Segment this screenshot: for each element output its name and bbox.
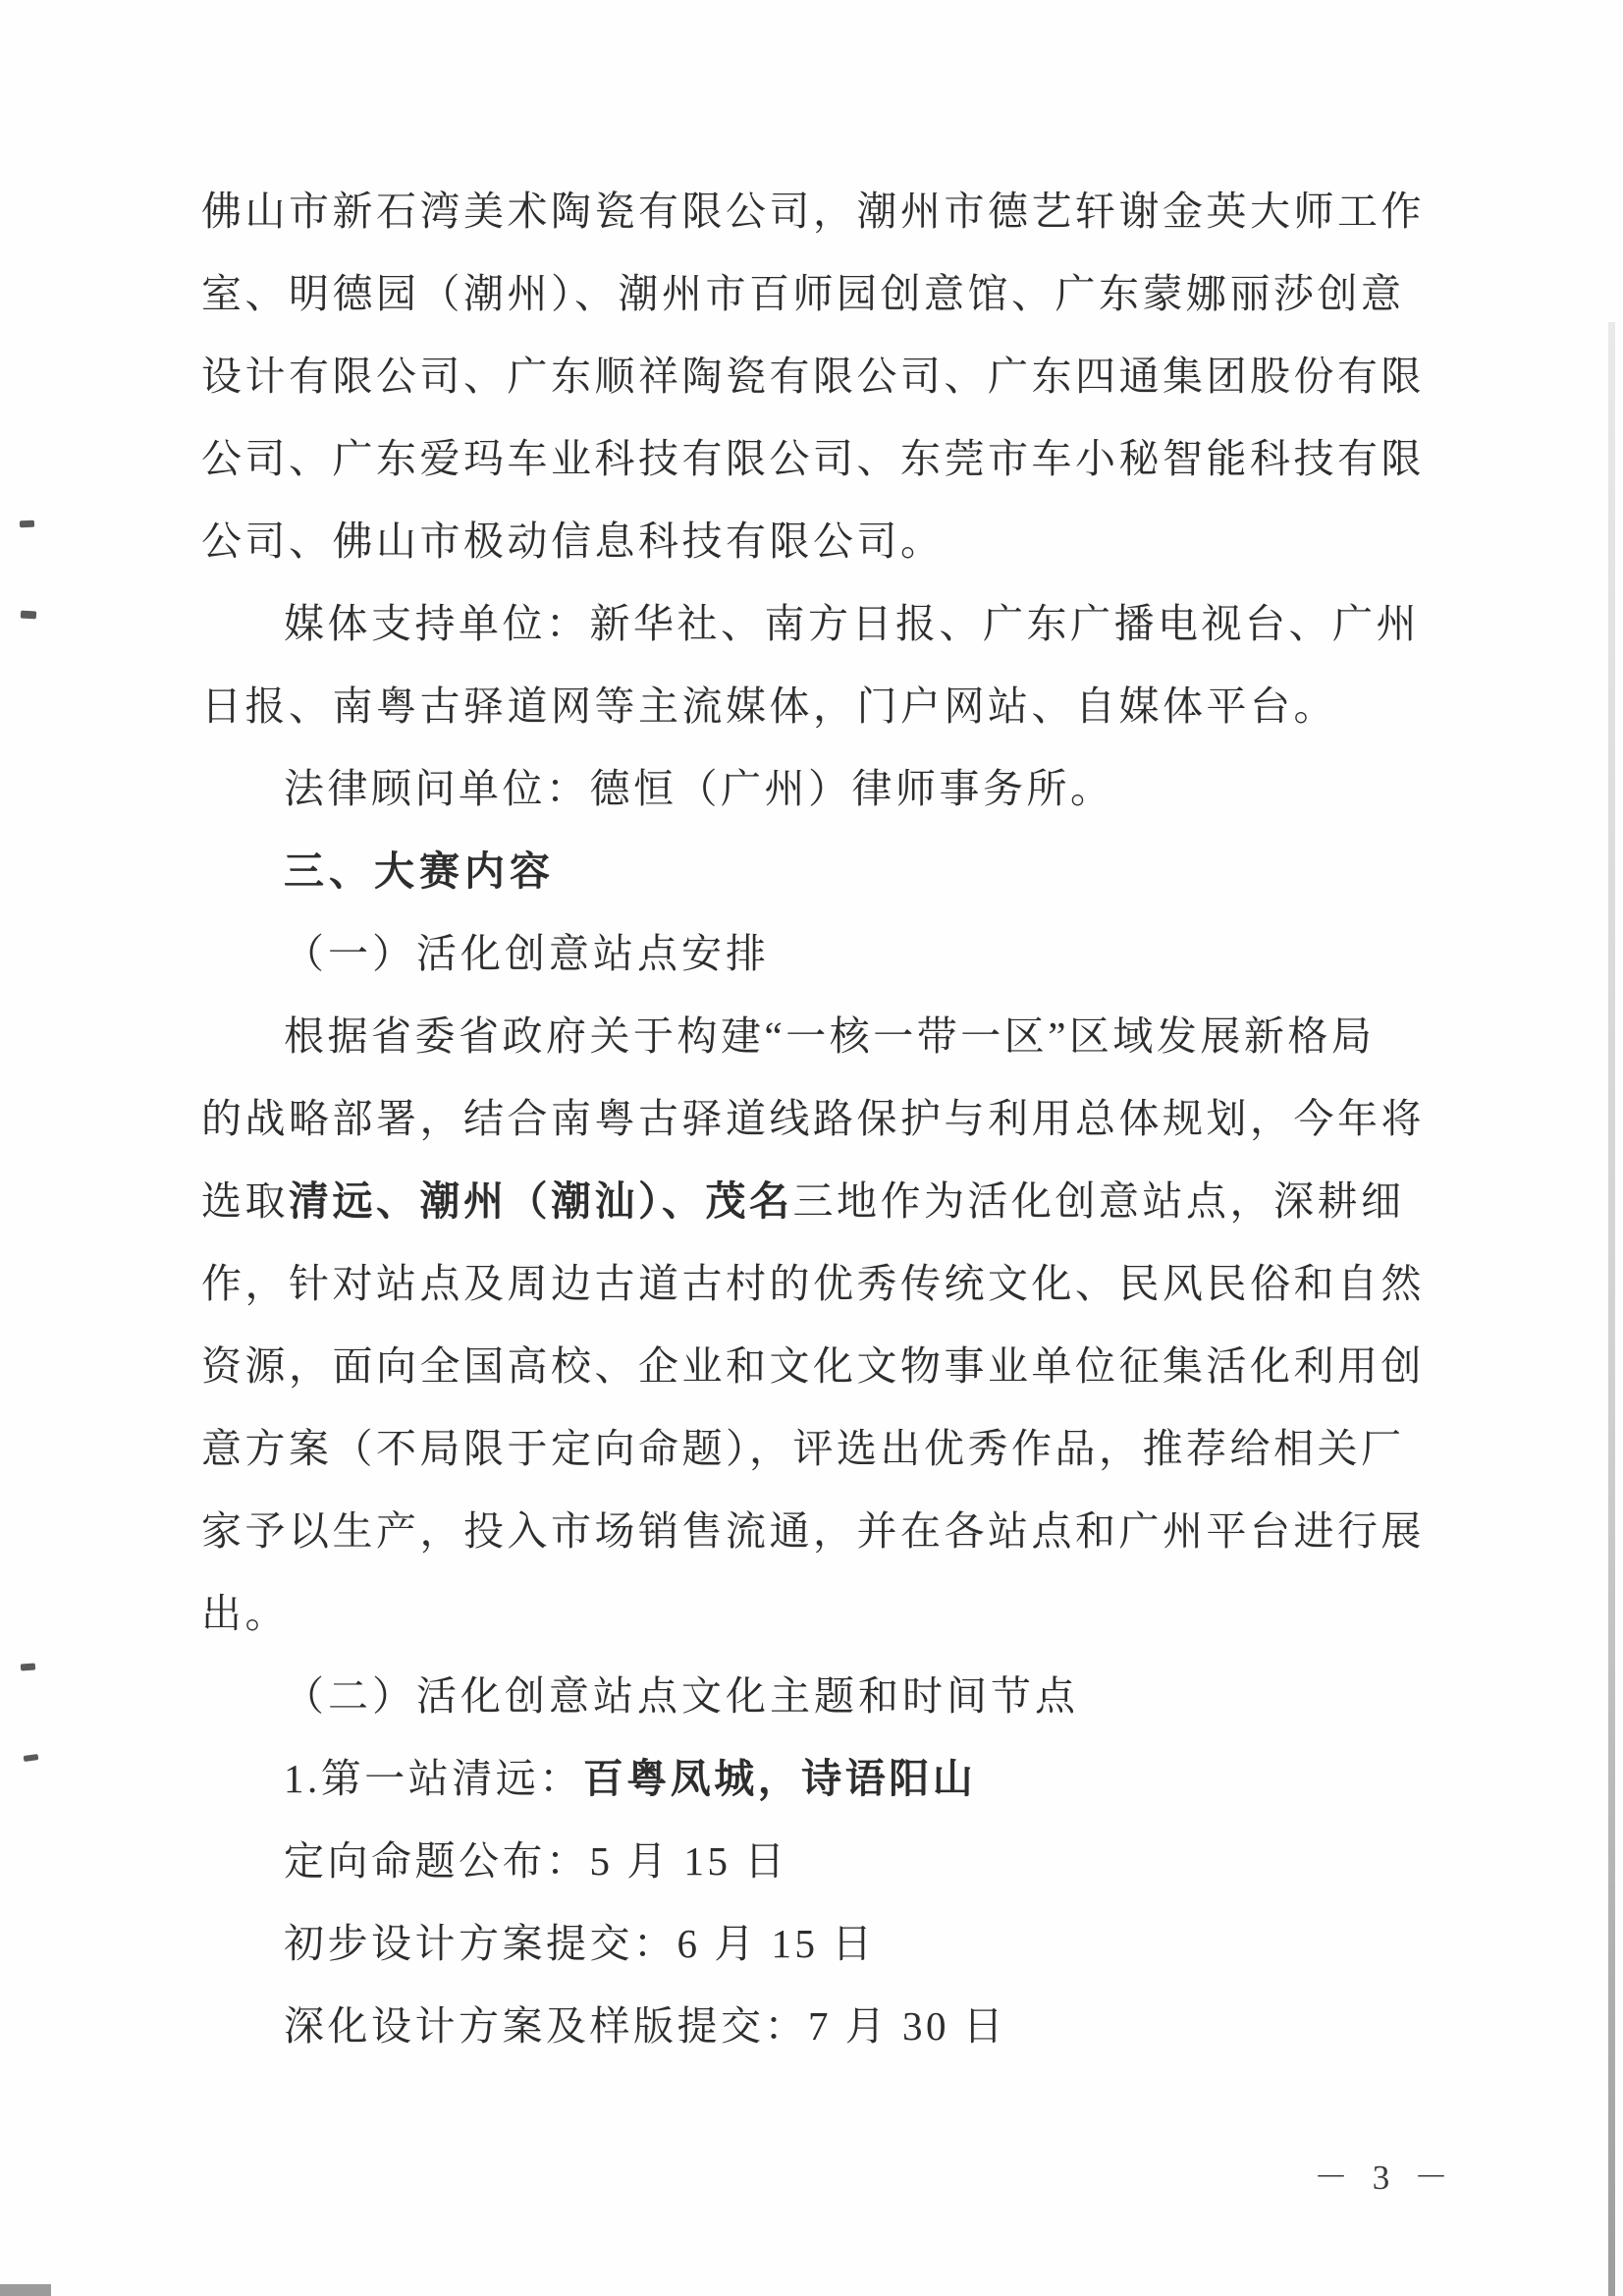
body-line: 公司、佛山市极动信息科技有限公司。 (201, 519, 945, 564)
scan-artifact-mark (21, 1663, 35, 1670)
scan-corner-artifact (0, 2284, 51, 2296)
station-label: 1.第一站清远： (284, 1756, 583, 1801)
page-number: － 3 － (1314, 2159, 1457, 2197)
body-line: 作，针对站点及周边古道古村的优秀传统文化、民风民俗和自然 (201, 1261, 1425, 1306)
body-line: 室、明德园（潮州）、潮州市百师园创意馆、广东蒙娜丽莎创意 (201, 271, 1405, 316)
subsection-heading: （二）活化创意站点文化主题和时间节点 (284, 1673, 1079, 1719)
highlighted-cities: 清远、潮州（潮汕）、茂名 (289, 1178, 793, 1224)
body-line: 媒体支持单位：新华社、南方日报、广东广播电视台、广州 (284, 601, 1420, 646)
section-heading: 三、大赛内容 (284, 848, 555, 894)
body-line: 出。 (201, 1591, 289, 1636)
body-line: 根据省委省政府关于构建“一核一带一区”区域发展新格局 (284, 1013, 1376, 1059)
subsection-heading: （一）活化创意站点安排 (284, 931, 770, 976)
scan-artifact-mark (20, 520, 34, 528)
body-segment: 三地作为活化创意站点，深耕细 (792, 1178, 1405, 1224)
body-line: 法律顾问单位：德恒（广州）律师事务所。 (284, 766, 1114, 811)
body-line: 家予以生产，投入市场销售流通，并在各站点和广州平台进行展 (201, 1508, 1425, 1554)
schedule-line: 深化设计方案及样版提交：7 月 30 日 (284, 2003, 1007, 2049)
scan-artifact-mark (21, 611, 36, 620)
body-line-with-bold (201, 1178, 1405, 1224)
body-segment: 选取 (201, 1178, 289, 1224)
schedule-line: 初步设计方案提交：6 月 15 日 (284, 1921, 876, 1966)
body-line: 意方案（不局限于定向命题），评选出优秀作品，推荐给相关厂 (201, 1426, 1405, 1471)
body-line: 资源，面向全国高校、企业和文化文物事业单位征集活化利用创 (201, 1343, 1425, 1389)
scan-edge-shadow (1608, 322, 1615, 2296)
station-theme: 百粤凤城，诗语阳山 (582, 1756, 977, 1801)
body-line: 佛山市新石湾美术陶瓷有限公司，潮州市德艺轩谢金英大师工作 (201, 189, 1425, 234)
body-line: 日报、南粤古驿道网等主流媒体，门户网站、自媒体平台。 (201, 683, 1337, 729)
scan-artifact-mark (24, 1754, 39, 1762)
body-line: 的战略部署，结合南粤古驿道线路保护与利用总体规划，今年将 (201, 1096, 1425, 1141)
body-line: 公司、广东爱玛车业科技有限公司、东莞市车小秘智能科技有限 (201, 436, 1425, 481)
station-title-line (284, 1756, 976, 1801)
body-line: 设计有限公司、广东顺祥陶瓷有限公司、广东四通集团股份有限 (201, 354, 1425, 399)
schedule-line: 定向命题公布：5 月 15 日 (284, 1838, 788, 1884)
